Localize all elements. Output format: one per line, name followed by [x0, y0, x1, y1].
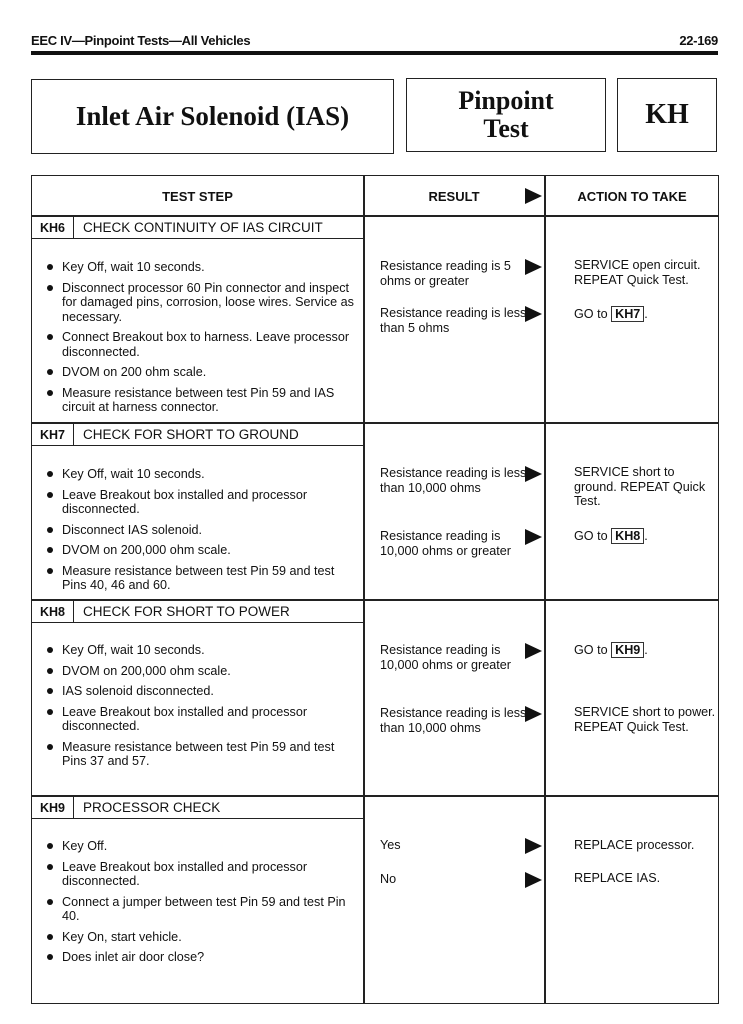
arrow-right-icon: [525, 466, 542, 482]
bullet-icon: [47, 334, 53, 340]
instruction-item: Connect Breakout box to harness. Leave processor disconnected.: [46, 330, 361, 359]
result-text: Yes: [380, 838, 401, 852]
result-text: Resistance reading is 5 ohms or greater: [380, 259, 511, 288]
bullet-icon: [47, 647, 53, 653]
instruction-item: Leave Breakout box installed and processor disconnected.: [46, 488, 361, 517]
instruction-item: DVOM on 200,000 ohm scale.: [46, 543, 361, 558]
pinpoint-label-line2: Test: [483, 114, 529, 143]
instruction-item: Measure resistance between test Pin 59 and IAS circuit at harness connector.: [46, 386, 361, 415]
bullet-icon: [47, 492, 53, 498]
instruction-item: Measure resistance between test Pin 59 and test Pins 40, 46 and 60.: [46, 564, 361, 593]
header-rule: [31, 51, 718, 55]
arrow-right-icon: [525, 838, 542, 854]
page-number: 22-169: [679, 33, 718, 48]
step-title: PROCESSOR CHECK: [83, 800, 221, 815]
bullet-icon: [47, 568, 53, 574]
result-text: Resistance reading is less than 10,000 ohms: [380, 466, 527, 495]
bullet-icon: [47, 547, 53, 553]
step-title: CHECK FOR SHORT TO POWER: [83, 604, 290, 619]
bullet-icon: [47, 934, 53, 940]
result-text: Resistance reading is less than 10,000 ohms: [380, 706, 527, 735]
pinpoint-label-line1: Pinpoint: [458, 86, 554, 115]
instruction-item: Disconnect IAS solenoid.: [46, 523, 361, 538]
step-instructions-kh9: [46, 839, 361, 971]
result-text: Resistance reading is 10,000 ohms or greater: [380, 643, 511, 672]
instruction-item: Leave Breakout box installed and processor disconnected.: [46, 860, 361, 889]
instruction-item: Key Off, wait 10 seconds.: [46, 643, 361, 658]
header-action: ACTION TO TAKE: [577, 188, 687, 204]
action-text: SERVICE short to power. REPEAT Quick Test.: [574, 705, 716, 734]
pinpoint-test-table: [31, 175, 719, 1004]
step-header-kh9: [32, 797, 365, 819]
column-divider: [544, 176, 546, 1003]
arrow-right-icon: [525, 529, 542, 545]
step-header-kh6: [32, 217, 365, 239]
arrow-right-icon: [525, 259, 542, 275]
bullet-icon: [47, 285, 53, 291]
arrow-right-icon: [525, 188, 542, 204]
test-code-box: [617, 78, 717, 152]
bullet-icon: [47, 843, 53, 849]
header-test-step: TEST STEP: [162, 188, 233, 204]
arrow-right-icon: [525, 306, 542, 322]
step-title: CHECK FOR SHORT TO GROUND: [83, 427, 299, 442]
action-goto: GO to KH8 .: [574, 529, 648, 543]
goto-kh8-link[interactable]: KH8: [611, 528, 644, 544]
arrow-right-icon: [525, 643, 542, 659]
action-text: REPLACE processor.: [574, 838, 695, 852]
result-text: Resistance reading is 10,000 ohms or greater: [380, 529, 511, 558]
instruction-item: Connect a jumper between test Pin 59 and test Pin 40.: [46, 895, 361, 924]
action-text: SERVICE short to ground. REPEAT Quick Test.: [574, 465, 706, 508]
step-code: KH8: [32, 601, 74, 622]
column-divider: [363, 176, 365, 1003]
bullet-icon: [47, 471, 53, 477]
bullet-icon: [47, 864, 53, 870]
step-code: KH6: [32, 217, 74, 238]
instruction-item: Key Off, wait 10 seconds.: [46, 260, 361, 275]
instruction-item: Leave Breakout box installed and processor disconnected.: [46, 705, 361, 734]
step-title: CHECK CONTINUITY OF IAS CIRCUIT: [83, 220, 323, 235]
action-text: REPLACE IAS.: [574, 871, 661, 885]
instruction-item: Does inlet air door close?: [46, 950, 361, 965]
component-title: Inlet Air Solenoid (IAS): [75, 101, 350, 131]
goto-kh9-link[interactable]: KH9: [611, 642, 644, 658]
bullet-icon: [47, 527, 53, 533]
instruction-item: IAS solenoid disconnected.: [46, 684, 361, 699]
test-code: KH: [645, 99, 689, 130]
bullet-icon: [47, 744, 53, 750]
instruction-item: DVOM on 200,000 ohm scale.: [46, 664, 361, 679]
step-code: KH7: [32, 424, 74, 445]
component-title-box: [31, 79, 394, 154]
result-text: No: [380, 872, 397, 886]
step-header-kh8: [32, 601, 365, 623]
instruction-item: Key Off, wait 10 seconds.: [46, 467, 361, 482]
bullet-icon: [47, 390, 53, 396]
instruction-item: Measure resistance between test Pin 59 and test Pins 37 and 57.: [46, 740, 361, 769]
result-text: Resistance reading is less than 5 ohms: [380, 306, 527, 335]
bullet-icon: [47, 709, 53, 715]
bullet-icon: [47, 668, 53, 674]
bullet-icon: [47, 899, 53, 905]
bullet-icon: [47, 369, 53, 375]
action-text: SERVICE open circuit. REPEAT Quick Test.: [574, 258, 701, 287]
bullet-icon: [47, 688, 53, 694]
running-head: [31, 33, 718, 53]
goto-kh7-link[interactable]: KH7: [611, 306, 644, 322]
bullet-icon: [47, 954, 53, 960]
instruction-item: Key On, start vehicle.: [46, 930, 361, 945]
bullet-icon: [47, 264, 53, 270]
instruction-item: Disconnect processor 60 Pin connector and inspect for damaged pins, corrosion, loose wires. Service as necessary.: [46, 281, 361, 325]
pinpoint-test-box: [406, 78, 606, 152]
step-instructions-kh6: [46, 260, 361, 421]
step-instructions-kh7: [46, 467, 361, 599]
instruction-item: DVOM on 200 ohm scale.: [46, 365, 361, 380]
step-header-kh7: [32, 424, 365, 446]
action-goto: GO to KH9 .: [574, 643, 648, 657]
step-code: KH9: [32, 797, 74, 818]
instruction-item: Key Off.: [46, 839, 361, 854]
action-goto: GO to KH7 .: [574, 307, 648, 321]
step-instructions-kh8: [46, 643, 361, 775]
arrow-right-icon: [525, 706, 542, 722]
section-title: EEC IV—Pinpoint Tests—All Vehicles: [31, 33, 251, 48]
arrow-right-icon: [525, 872, 542, 888]
header-result: RESULT: [428, 188, 480, 204]
